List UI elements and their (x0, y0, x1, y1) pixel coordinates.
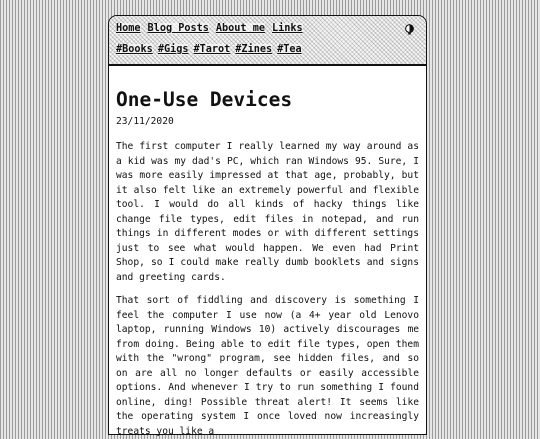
post-paragraph: That sort of fiddling and discovery is something I feel the computer I use now (a 4+ year old Lenovo laptop, running Windows 10) actively discourages me from doing. Being able to edit file types, open them with the "wrong" program, see hidden files, and so on are all no longer defaults or easily accessible options. And whenever I try to run something I found online, ding! Possible threat alert! It seems like the operating system I once loved now increasingly treats you like a (116, 295, 419, 437)
main-nav (116, 23, 310, 34)
nav-link-links[interactable]: Links (271, 23, 303, 34)
tag-nav (116, 44, 307, 55)
tag-link-tarot[interactable]: #Tarot (193, 44, 231, 55)
post-title: One-Use Devices (116, 88, 293, 111)
post-date: 23/11/2020 (116, 116, 174, 128)
tag-link-gigs[interactable]: #Gigs (157, 44, 189, 55)
contrast-toggle-icon[interactable] (404, 24, 415, 35)
post-content (109, 88, 426, 439)
tag-link-tea[interactable]: #Tea (277, 44, 302, 55)
nav-link-home[interactable]: Home (116, 23, 141, 34)
tag-link-books[interactable]: #Books (116, 44, 153, 55)
page-card (108, 15, 427, 435)
nav-link-about-me[interactable]: About me (215, 23, 265, 34)
site-header (109, 16, 426, 66)
post-paragraph: The first computer I really learned my way around as a kid was my dad's PC, which ran Windows 95. Sure, I was more easily impressed at that age, probably, but it also felt like an extremely powerful and flexible tool. I would do all kinds of hacky things like change file types, edit files in notepad, and run things in different modes or with different settings just to see what would happen. We even had Print Shop, so I could make really dumb booklets and signs and greeting cards. (116, 141, 419, 283)
nav-link-blog-posts[interactable]: Blog Posts (147, 23, 209, 34)
tag-link-zines[interactable]: #Zines (235, 44, 273, 55)
